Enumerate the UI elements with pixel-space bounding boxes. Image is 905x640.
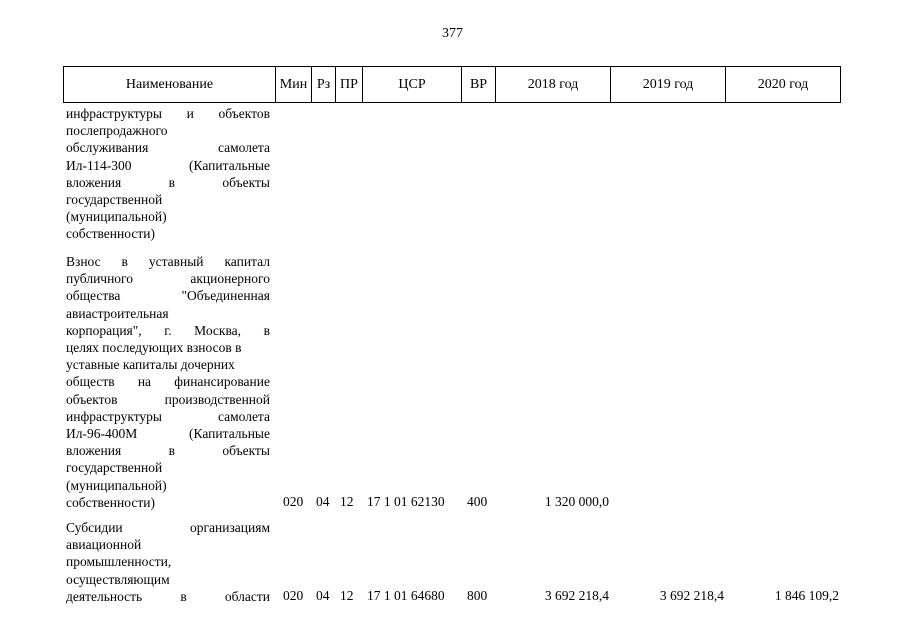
cell-vr: 400 — [467, 493, 488, 509]
row-name-word: (муниципальной) — [66, 209, 167, 225]
row-name-word: в — [168, 174, 175, 190]
row-name-line — [66, 408, 270, 425]
row-name-line — [66, 373, 270, 390]
row-name-line — [66, 174, 270, 191]
row-name-word: деятельность — [66, 588, 143, 604]
row-name-word: авиастроительная — [66, 305, 169, 321]
row-name-line — [66, 139, 270, 156]
row-name-line — [66, 157, 270, 174]
row-name — [66, 253, 270, 511]
cell-rz: 04 — [316, 587, 330, 603]
row-name-word: на — [137, 374, 152, 390]
cell-pr: 12 — [340, 493, 354, 509]
row-name-word: вложения — [66, 174, 122, 190]
row-name-word: обществ — [66, 374, 115, 390]
cell-csr: 17 1 01 62130 — [367, 493, 445, 509]
row-name-line — [66, 536, 270, 553]
page-number: 377 — [442, 26, 463, 41]
row-name-word: объектов — [66, 391, 118, 407]
row-name-word: области — [224, 588, 270, 604]
row-name-word: организациям — [189, 520, 270, 535]
row-name-word: г. — [164, 322, 172, 338]
row-name-word: собственности) — [66, 226, 155, 242]
row-name-word: в — [121, 254, 128, 269]
header-2018: 2018 год — [496, 67, 611, 102]
row-name-word: промышленности, — [66, 554, 172, 570]
cell-2020: 1 846 109,2 — [774, 587, 839, 603]
cell-2018: 3 692 218,4 — [544, 587, 609, 603]
cell-pr: 12 — [340, 587, 354, 603]
row-name-line — [66, 588, 270, 605]
row-name-line — [66, 105, 270, 122]
row-name-line — [66, 494, 270, 511]
row-name-word: в — [180, 588, 187, 604]
cell-rz: 04 — [316, 493, 330, 509]
row-name-word: самолета — [217, 408, 270, 424]
row-name-line — [66, 356, 270, 373]
row-name-word: общества — [66, 288, 121, 304]
row-name-word: (Капитальные — [189, 157, 270, 173]
cell-2018: 1 320 000,0 — [544, 493, 609, 509]
row-name-word: государственной — [66, 192, 163, 208]
row-name-word: Субсидии — [66, 520, 123, 535]
row-name-word: объекты — [222, 443, 270, 459]
row-name-word: самолета — [217, 140, 270, 156]
row-name-line — [66, 519, 270, 536]
row-name-line — [66, 425, 270, 442]
row-name-word: (муниципальной) — [66, 477, 167, 493]
row-name-word: объектов — [218, 106, 270, 121]
row-name-line — [66, 305, 270, 322]
row-name-word: собственности) — [66, 494, 155, 510]
row-name-line — [66, 122, 270, 139]
row-name-word: обслуживания — [66, 140, 149, 156]
row-name-word: Ил-96-400М — [66, 426, 138, 442]
row-name-line — [66, 287, 270, 304]
row-name-word: акционерного — [190, 271, 270, 287]
row-name-word: инфраструктуры — [66, 106, 162, 121]
row-name-word: капитал — [224, 254, 270, 269]
row-name-line — [66, 322, 270, 339]
cell-min: 020 — [283, 493, 304, 509]
row-name-line — [66, 208, 270, 225]
cell-vr: 800 — [467, 587, 488, 603]
cell-2019: 3 692 218,4 — [659, 587, 724, 603]
row-name-line — [66, 391, 270, 408]
header-rz: Рз — [312, 67, 336, 102]
row-name-line — [66, 270, 270, 287]
cell-csr: 17 1 01 64680 — [367, 587, 445, 603]
row-name-word: Ил-114-300 — [66, 157, 132, 173]
row-name-line — [66, 253, 270, 270]
row-name-word: осуществляющим — [66, 571, 170, 587]
row-name-line — [66, 442, 270, 459]
row-name-word: и — [186, 106, 194, 121]
row-name-word: производственной — [164, 391, 270, 407]
row-name-word: в — [263, 322, 270, 338]
header-name: Наименование — [64, 67, 276, 102]
row-name-word: инфраструктуры — [66, 408, 162, 424]
row-name-word: корпорация", — [66, 322, 142, 338]
header-pr: ПР — [336, 67, 363, 102]
row-name-word: финансирование — [174, 374, 270, 390]
row-name-word: Взнос — [66, 254, 101, 269]
header-min: Мин — [276, 67, 312, 102]
row-name-word: уставные капиталы дочерних — [66, 357, 235, 373]
row-name-word: Москва, — [194, 322, 242, 338]
row-name-word: в — [168, 443, 175, 459]
row-name-line — [66, 339, 270, 356]
row-name-word: публичного — [66, 271, 134, 287]
header-2019: 2019 год — [611, 67, 726, 102]
row-name-word: объекты — [222, 174, 270, 190]
table-header — [63, 66, 841, 103]
row-name-word: целях последующих взносов в — [66, 340, 242, 356]
row-name-word: "Объединенная — [181, 288, 270, 304]
row-name-line — [66, 571, 270, 588]
header-csr: ЦСР — [363, 67, 462, 102]
row-name-word: вложения — [66, 443, 122, 459]
row-name-line — [66, 225, 270, 242]
cell-min: 020 — [283, 587, 304, 603]
row-name-word: государственной — [66, 460, 163, 476]
row-name-word: авиационной — [66, 537, 142, 553]
row-name-word: (Капитальные — [189, 426, 270, 442]
row-name — [66, 519, 270, 605]
row-name-line — [66, 553, 270, 570]
row-name-line — [66, 191, 270, 208]
row-name — [66, 105, 270, 243]
row-name-line — [66, 459, 270, 476]
row-name-word: послепродажного — [66, 123, 168, 139]
header-vr: ВР — [462, 67, 496, 102]
row-name-line — [66, 477, 270, 494]
header-2020: 2020 год — [757, 77, 809, 92]
row-name-word: уставный — [148, 254, 204, 269]
